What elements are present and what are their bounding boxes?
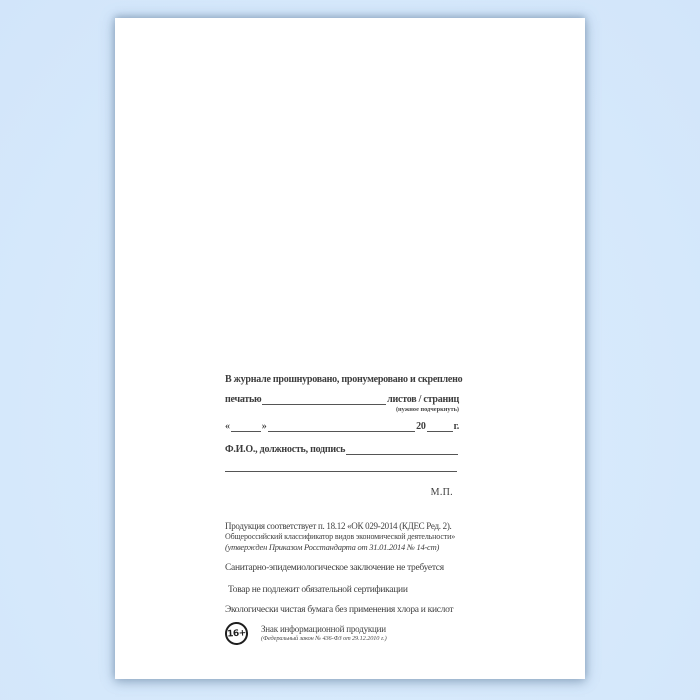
binding-statement-line: В журнале прошнуровано, пронумеровано и скреплено [225, 374, 463, 385]
okved-line-2: Общероссийский классификатор видов экономической деятельности» [225, 531, 456, 541]
info-sign-title: Знак информационной продукции [261, 624, 386, 634]
date-line [225, 421, 459, 433]
year-blank [427, 431, 453, 432]
sheets-count-blank [262, 404, 386, 405]
okved-paragraph [225, 521, 465, 553]
info-sign-law-reference: (Федеральный закон № 436-ФЗ от 29.12.2010 г.) [261, 635, 387, 642]
sanitary-statement: Санитарно-эпидемиологическое заключение не требуется [225, 563, 444, 573]
okved-line-3: (утвержден Приказом Росстандарта от 31.01.2014 № 14-ст) [225, 542, 440, 552]
eco-paper-statement: Экологически чистая бумага без применения хлора и кислот [225, 605, 454, 615]
okved-line-1: Продукция соответствует п. 18.12 «ОК 029-2014 (КДЕС Ред. 2). [225, 521, 452, 531]
seal-label: печатью [225, 394, 262, 405]
day-blank [231, 431, 261, 432]
quote-close: » [261, 421, 267, 432]
seal-sheets-line [225, 394, 459, 406]
quote-open: « [225, 421, 230, 432]
journal-back-page [115, 18, 585, 679]
name-label: Ф.И.О., должность, подпись [225, 444, 346, 455]
underline-note: (нужное подчеркнуть) [395, 406, 459, 413]
info-product-sign [225, 622, 387, 645]
sheets-pages-label: листов / страниц [387, 394, 459, 405]
signature-blank-line [225, 464, 457, 472]
name-position-line [225, 444, 459, 456]
age-rating-16plus-icon: 16+ [224, 621, 249, 646]
certification-statement: Товар не подлежит обязательной сертификации [228, 585, 408, 595]
month-blank [268, 431, 416, 432]
name-blank [346, 454, 458, 455]
stamp-place-label: М.П. [430, 487, 453, 498]
year-prefix: 20 [416, 421, 426, 432]
info-sign-text [261, 622, 387, 642]
year-suffix: г. [453, 421, 459, 432]
